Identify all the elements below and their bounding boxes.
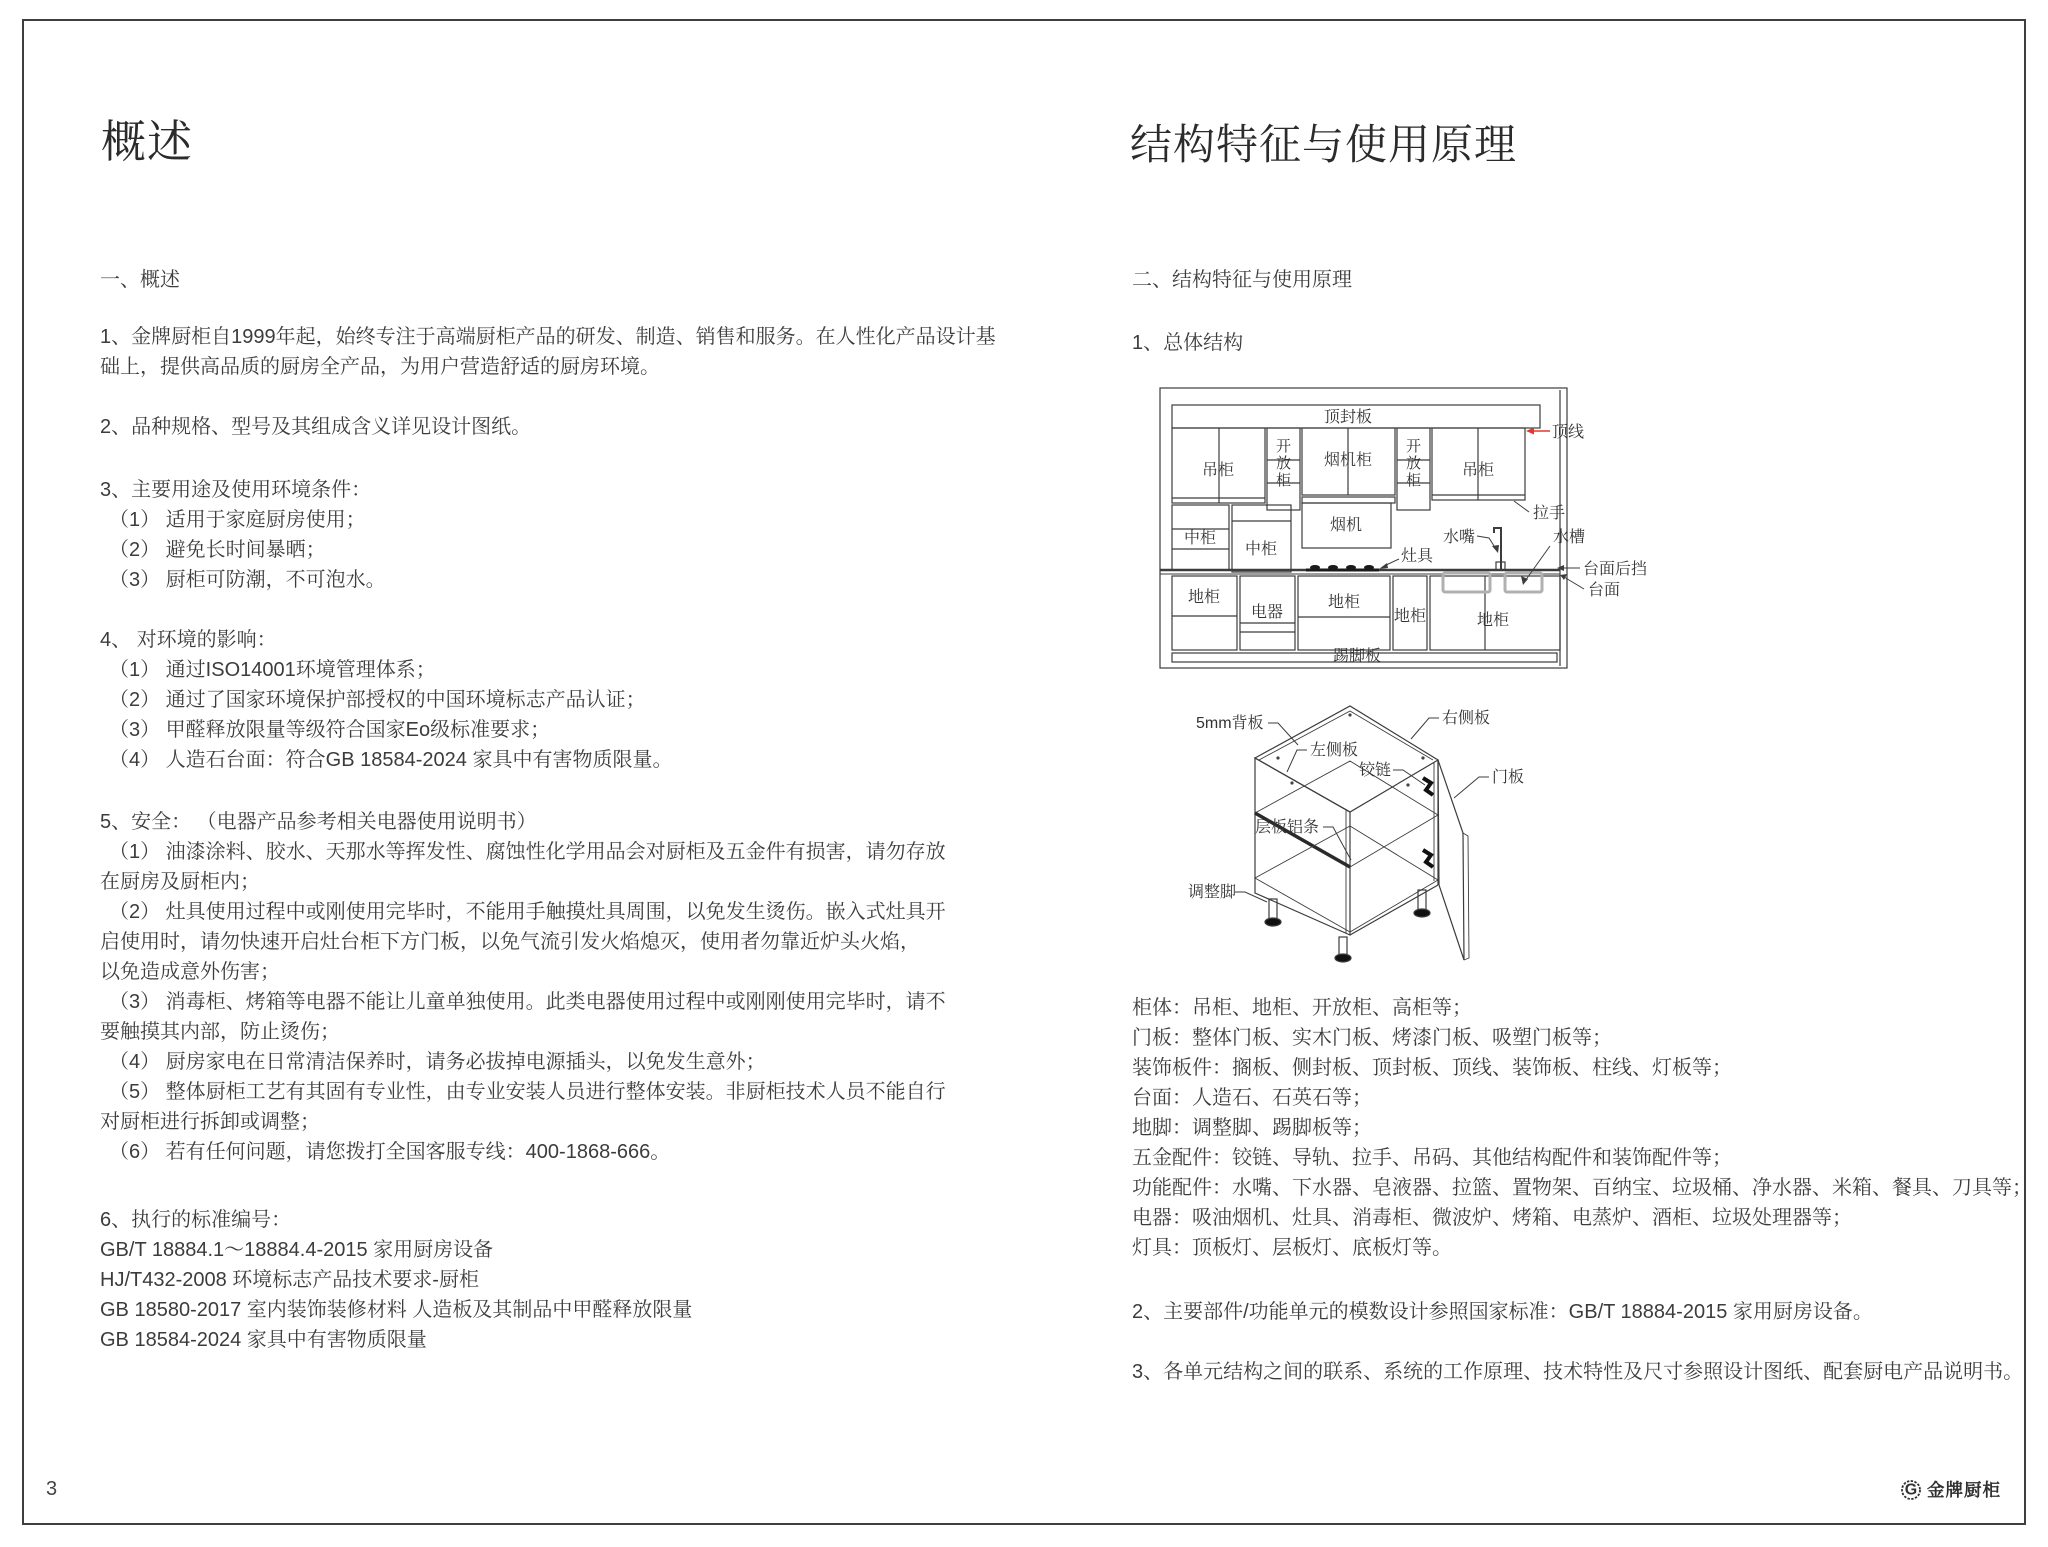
label-hood-cabinet: 烟机柜: [1323, 452, 1373, 469]
text-line: 地脚：调整脚、踢脚板等；: [1132, 1117, 1372, 1139]
text-line: （2） 灶具使用过程中或刚使用完毕时，不能用手触摸灶具周围，以免发生烫伤。嵌入式灶具开: [109, 901, 946, 923]
label-hood: 烟机: [1329, 517, 1363, 534]
label-base-cabinet-2: 地柜: [1327, 594, 1361, 611]
label-sink: 水槽: [1553, 529, 1586, 546]
brand-name: 金牌厨柜: [1927, 1480, 2001, 1500]
label-counter-back: 台面后挡: [1583, 561, 1648, 578]
cooktop-burners: [1306, 565, 1379, 570]
label-foot: 调整脚: [1188, 884, 1237, 901]
label-right-panel: 右侧板: [1442, 710, 1491, 727]
text-line: （1） 通过ISO14001环境管理体系；: [109, 659, 436, 681]
text-line: GB 18584-2024 家具中有害物质限量: [100, 1329, 427, 1351]
text-line: 台面：人造石、石英石等；: [1132, 1087, 1372, 1109]
label-shelf-strip: 层板铝条: [1255, 819, 1320, 836]
text-line: 在厨房及厨柜内；: [100, 871, 260, 893]
text-line: GB 18580-2017 室内装饰装修材料 人造板及其制品中甲醛释放限量: [100, 1299, 693, 1321]
base-cabinet-3d-diagram: [1180, 695, 1660, 1015]
brand-mark: G: [1904, 1481, 1918, 1498]
text-line: （2） 通过了国家环境保护部授权的中国环境标志产品认证；: [109, 689, 646, 711]
left-section-heading: [100, 265, 180, 295]
text-line: 灯具：顶板灯、层板灯、底板灯等。: [1132, 1237, 1452, 1259]
label-base-cabinet-3: 地柜: [1393, 608, 1427, 625]
label-mid-cabinet-2: 中柜: [1244, 541, 1278, 558]
label-hinge: 铰链: [1359, 762, 1392, 779]
right-sub-heading: 1、总体结构: [1132, 332, 1244, 354]
leader-lines: [1235, 718, 1489, 902]
label-left-panel: 左侧板: [1310, 742, 1359, 759]
left-environment-block: [100, 625, 672, 775]
text-line: 础上，提供高品质的厨房全产品，为用户营造舒适的厨房环境。: [100, 356, 660, 378]
label-handle: 拉手: [1533, 505, 1566, 522]
text-line: 五金配件：铰链、导轨、拉手、吊码、其他结构配件和装饰配件等；: [1132, 1147, 1732, 1169]
text-line: 以免造成意外伤害；: [100, 961, 280, 983]
label-door: 门板: [1492, 769, 1525, 786]
text-line: HJ/T432-2008 环境标志产品技术要求-厨柜: [100, 1269, 479, 1291]
label-open-cabinet-2: 开放柜: [1404, 438, 1421, 489]
label-top-board: 顶封板: [1323, 409, 1373, 426]
label-wall-cabinet-left: 吊柜: [1201, 462, 1235, 479]
label-open-cabinet-1: 开放柜: [1274, 438, 1291, 489]
text-line: 3、主要用途及使用环境条件：: [100, 479, 372, 501]
left-usage-block: [100, 475, 386, 595]
text-line: （4） 厨房家电在日常清洁保养时，请务必拔掉电源插头，以免发生意外；: [109, 1051, 766, 1073]
text-line: 6、执行的标准编号：: [100, 1209, 292, 1231]
text-line: （1） 油漆涂料、胶水、天那水等挥发性、腐蚀性化学用品会对厨柜及五金件有损害，请勿存放: [109, 841, 946, 863]
brand-logo: [1899, 1477, 2001, 1502]
label-base-cabinet-4: 地柜: [1476, 612, 1510, 629]
text-line: GB/T 18884.1～18884.4-2015 家用厨房设备: [100, 1239, 494, 1261]
text-line: （6） 若有任何问题，请您拨打全国客服专线：400-1868-666。: [109, 1141, 671, 1163]
text-line: （1） 适用于家庭厨房使用；: [109, 509, 366, 531]
left-safety-block: [100, 807, 946, 1167]
text-line: 4、 对环境的影响：: [100, 629, 277, 651]
text-line: 电器：吸油烟机、灶具、消毒柜、微波炉、烤箱、电蒸炉、酒柜、垃圾处理器等；: [1132, 1207, 1852, 1229]
label-wall-cabinet-right: 吊柜: [1461, 462, 1495, 479]
text-line: （3） 甲醛释放限量等级符合国家Eo级标准要求；: [109, 719, 551, 741]
text-line: 5、安全： （电器产品参考相关电器使用说明书）: [100, 811, 537, 833]
right-paragraph-3: 3、各单元结构之间的联系、系统的工作原理、技术特性及尺寸参照设计图纸、配套厨电产品说明书。: [1132, 1361, 2024, 1383]
text-line: 要触摸其内部，防止烫伤；: [100, 1021, 340, 1043]
left-page-title: 概述: [101, 116, 194, 167]
text-line: 1、金牌厨柜自1999年起，始终专注于高端厨柜产品的研发、制造、销售和服务。在人性化产品设计基: [100, 326, 996, 348]
right-paragraph-2: 2、主要部件/功能单元的模数设计参照国家标准：GB/T 18884-2015 家用厨房设备。: [1132, 1301, 1873, 1323]
right-page-title: 结构特征与使用原理: [1130, 121, 1518, 168]
page-number: 3: [46, 1478, 58, 1500]
label-cooktop: 灶具: [1401, 548, 1434, 565]
label-mid-cabinet-1: 中柜: [1183, 530, 1217, 547]
left-paragraph-2: [100, 412, 531, 442]
label-back-panel: 5mm背板: [1196, 715, 1264, 732]
text-line: （4） 人造石台面：符合GB 18584-2024 家具中有害物质限量。: [109, 749, 673, 771]
text-line: 启使用时，请勿快速开启灶台柜下方门板，以免气流引发火焰熄灭，使用者勿靠近炉头火焰，: [100, 931, 920, 953]
right-section-heading: 二、结构特征与使用原理: [1132, 269, 1352, 291]
left-paragraph-1: [100, 322, 996, 382]
right-components-block: [1132, 993, 2032, 1263]
text-line: 装饰板件：搁板、侧封板、顶封板、顶线、装饰板、柱线、灯板等；: [1132, 1057, 1732, 1079]
label-counter: 台面: [1588, 582, 1621, 599]
text-line: 门板：整体门板、实木门板、烤漆门板、吸塑门板等；: [1132, 1027, 1612, 1049]
kitchen-elevation-diagram: [1152, 380, 1652, 680]
adjustable-feet: [1265, 890, 1430, 962]
label-kick-board: 踢脚板: [1332, 648, 1382, 665]
text-line: 柜体：吊柜、地柜、开放柜、高柜等；: [1132, 997, 1472, 1019]
text-line: （3） 消毒柜、烤箱等电器不能让儿童单独使用。此类电器使用过程中或刚刚使用完毕时，请不: [109, 991, 946, 1013]
label-base-cabinet-1: 地柜: [1187, 589, 1221, 606]
text-line: （3） 厨柜可防潮，不可泡水。: [109, 569, 386, 591]
text-line: 一、概述: [100, 269, 180, 291]
brand-g-icon: [1899, 1478, 1923, 1502]
label-top-line: 顶线: [1552, 424, 1585, 441]
text-line: 对厨柜进行拆卸或调整；: [100, 1111, 320, 1133]
text-line: （5） 整体厨柜工艺有其固有专业性，由专业安装人员进行整体安装。非厨柜技术人员不能自行: [109, 1081, 946, 1103]
text-line: 功能配件：水嘴、下水器、皂液器、拉篮、置物架、百纳宝、垃圾桶、净水器、米箱、餐具、刀具等；: [1132, 1177, 2032, 1199]
text-line: （2） 避免长时间暴晒；: [109, 539, 326, 561]
label-appliance: 电器: [1250, 604, 1284, 621]
left-standards-block: [100, 1205, 692, 1355]
label-faucet: 水嘴: [1443, 529, 1476, 546]
text-line: 2、品种规格、型号及其组成含义详见设计图纸。: [100, 416, 532, 438]
